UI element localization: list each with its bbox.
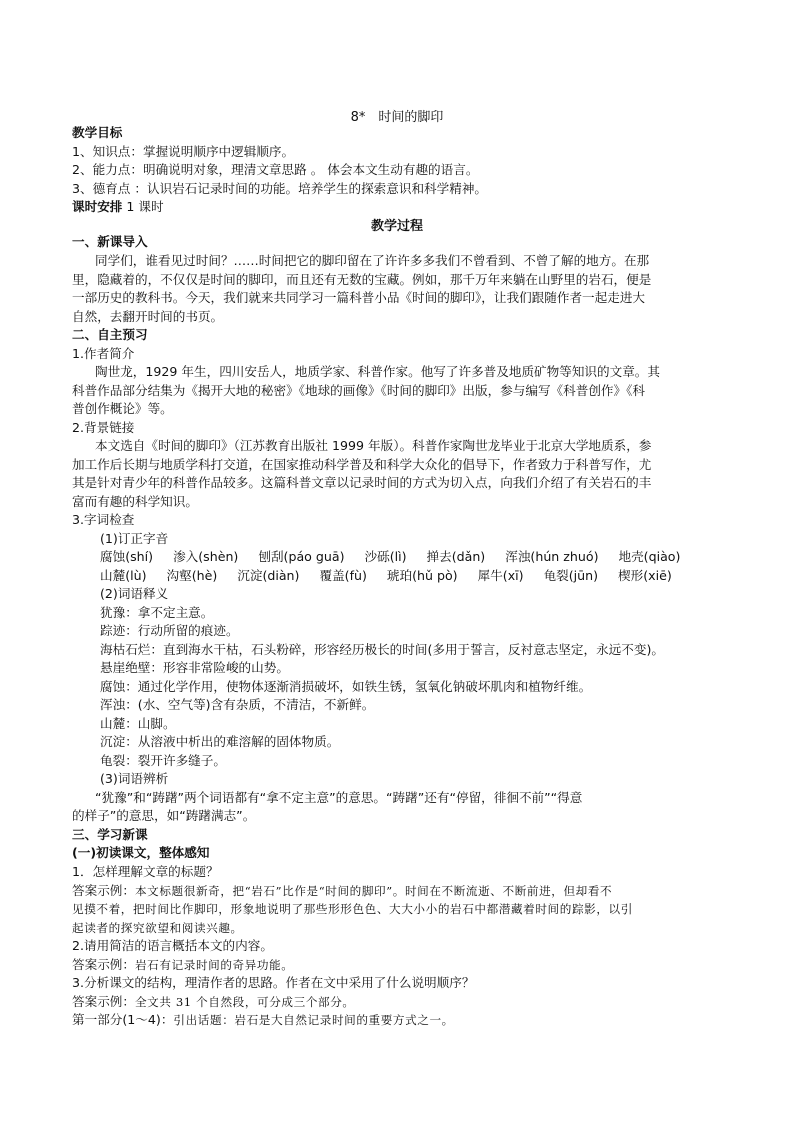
- author-line: 陶世龙，1929 年生，四川安岳人，地质学家、科普作家。他写了许多普及地质矿物等知识的文章。其: [95, 364, 660, 379]
- pron-item: 浑浊(hún zhuó): [505, 549, 599, 564]
- section-heading-preview: 二、自主预习: [72, 327, 148, 342]
- background-heading: 2.背景链接: [72, 420, 135, 435]
- author-heading: 1.作者简介: [72, 346, 135, 361]
- background-line: 本文选自《时间的脚印》（江苏教育出版社 1999 年版）。科普作家陶世龙毕业于北京大学地质系，参: [95, 438, 652, 453]
- pron-item: 山麓(lù): [100, 568, 147, 583]
- question: 1．怎样理解文章的标题？: [72, 864, 219, 879]
- pron-item: 犀牛(xī): [477, 568, 524, 583]
- subsection-heading: (一)初读课文，整体感知: [72, 845, 210, 860]
- pron-item: 沟壑(hè): [166, 568, 218, 583]
- answer-label: 答案示例：: [72, 957, 135, 972]
- pron-item: 琥珀(hǔ pò): [386, 568, 458, 583]
- definition-item: 悬崖绝壁：形容非常险峻的山势。: [100, 660, 289, 675]
- answer-text: 岩石有记录时间的奇异功能。: [134, 958, 294, 972]
- definition-item: 山麓：山脚。: [100, 716, 176, 731]
- answer-line: [72, 956, 722, 975]
- section-heading-intro: 一、新课导入: [72, 234, 148, 249]
- pron-item: 腐蚀(shí): [100, 549, 154, 564]
- words-heading: 3.字词检查: [72, 512, 135, 527]
- definition-item: 犹豫：拿不定主意。: [100, 605, 214, 620]
- background-line: 其是针对青少年的科普作品较多。这篇科普文章以记录时间的方式为切入点，向我们介绍了有关岩石的丰: [72, 475, 652, 490]
- definition-item: 海枯石烂：直到海水干枯，石头粉碎，形容经历极长的时间(多用于誓言，反衬意志坚定，永远不变)。: [100, 642, 664, 657]
- discrimination-line: 的样子”的意思，如“踌躇满志”。: [72, 808, 256, 823]
- pron-item: 沙砾(lì): [364, 549, 407, 564]
- part-line: [72, 1011, 722, 1030]
- pron-item: 刨刮(páo guā): [258, 549, 345, 564]
- pron-item: 龟裂(jūn): [543, 568, 599, 583]
- definition-item: 沉淀：从溶液中析出的难溶解的固体物质。: [100, 734, 340, 749]
- answer-line: [72, 993, 722, 1012]
- answer-line: 起读者的探究欲望和阅读兴趣。: [72, 921, 243, 935]
- schedule-label: 课时安排: [72, 199, 123, 214]
- author-line: 普创作概论》等。: [72, 401, 173, 416]
- pronunciation-heading: (1)订正字音: [100, 531, 169, 546]
- background-line: 加工作后长期与地质学科打交道，在国家推动科学普及和科学大众化的倡导下，作者致力于科普写作，尤: [72, 457, 652, 472]
- answer-text: 本文标题很新奇，把“岩石”比作是“时间的脚印”。时间在不断流逝、不断前进，但却看不: [134, 884, 613, 898]
- answer-label: 答案示例：: [72, 883, 135, 898]
- discrimination-line: “犹豫”和“踌躇”两个词语都有“拿不定主意”的意思。“踌躇”还有“停留，徘徊不前”“得意: [95, 790, 583, 805]
- process-heading: 教学过程: [370, 219, 423, 234]
- answer-line: [72, 882, 722, 901]
- pron-item: 楔形(xiē): [618, 568, 672, 583]
- goals-heading: 教学目标: [72, 125, 123, 140]
- intro-line: 里，隐藏着的，不仅仅是时间的脚印，而且还有无数的宝藏。例如，那千万年来躺在山野里的岩石，便是: [72, 272, 652, 287]
- definition-item: 龟裂：裂开许多缝子。: [100, 753, 226, 768]
- answer-label: 答案示例：: [72, 994, 135, 1009]
- part-text: 引出话题：岩石是大自然记录时间的重要方式之一。: [173, 1013, 454, 1027]
- definition-item: 踪迹：行动所留的痕迹。: [100, 623, 239, 638]
- goal-item: 2、能力点：明确说明对象，理清文章思路 。 体会本文生动有趣的语言。: [72, 162, 479, 177]
- answer-text: 全文共 31 个自然段，可分成三个部分。: [134, 995, 355, 1009]
- pron-item: 覆盖(fù): [319, 568, 367, 583]
- pron-item: 地壳(qiào): [618, 549, 681, 564]
- pronunciation-row: [100, 567, 722, 586]
- part-label: 第一部分(1～4)：: [72, 1012, 174, 1027]
- background-line: 富而有趣的科学知识。: [72, 494, 198, 509]
- discrimination-heading: (3)词语辨析: [100, 771, 169, 786]
- pron-item: 掸去(dǎn): [426, 549, 486, 564]
- answer-line: 见摸不着，把时间比作脚印，形象地说明了那些形形色色、大大小小的岩石中都潜藏着时间的踪影，以引: [72, 902, 633, 916]
- pronunciation-row: [100, 548, 722, 567]
- author-line: 科普作品部分结集为《揭开大地的秘密》《地球的画像》《时间的脚印》出版，参与编写《科普创作》《科: [72, 383, 646, 398]
- page-title: 8* 时间的脚印: [350, 110, 444, 125]
- definitions-heading: (2)词语释义: [100, 586, 169, 601]
- definition-item: 腐蚀：通过化学作用，使物体逐渐消损破坏，如铁生锈，氢氧化钠破坏肌肉和植物纤维。: [100, 679, 592, 694]
- goal-item: 1、知识点：掌握说明顺序中逻辑顺序。: [72, 144, 295, 159]
- intro-line: 同学们，谁看见过时间？……时间把它的脚印留在了许许多多我们不曾看到、不曾了解的地方。在那: [95, 253, 650, 268]
- schedule-line: [72, 198, 722, 217]
- pron-item: 沉淀(diàn): [237, 568, 300, 583]
- intro-line: 自然，去翻开时间的书页。: [72, 309, 224, 324]
- question: 3.分析课文的结构，理清作者的思路。作者在文中采用了什么说明顺序？: [72, 975, 475, 990]
- section-heading-new-lesson: 三、学习新课: [72, 827, 148, 842]
- goal-item: 3、德育点 ：认识岩石记录时间的功能。培养学生的探索意识和科学精神。: [72, 181, 488, 196]
- schedule-value: 1 课时: [122, 199, 164, 214]
- question: 2.请用简洁的语言概括本文的内容。: [72, 938, 273, 953]
- definition-item: 浑浊：(水、空气等)含有杂质，不清洁，不新鲜。: [100, 697, 375, 712]
- pron-item: 渗入(shèn): [173, 549, 239, 564]
- intro-line: 一部历史的教科书。今天，我们就来共同学习一篇科普小品《时间的脚印》，让我们跟随作者一起走进大: [72, 290, 646, 305]
